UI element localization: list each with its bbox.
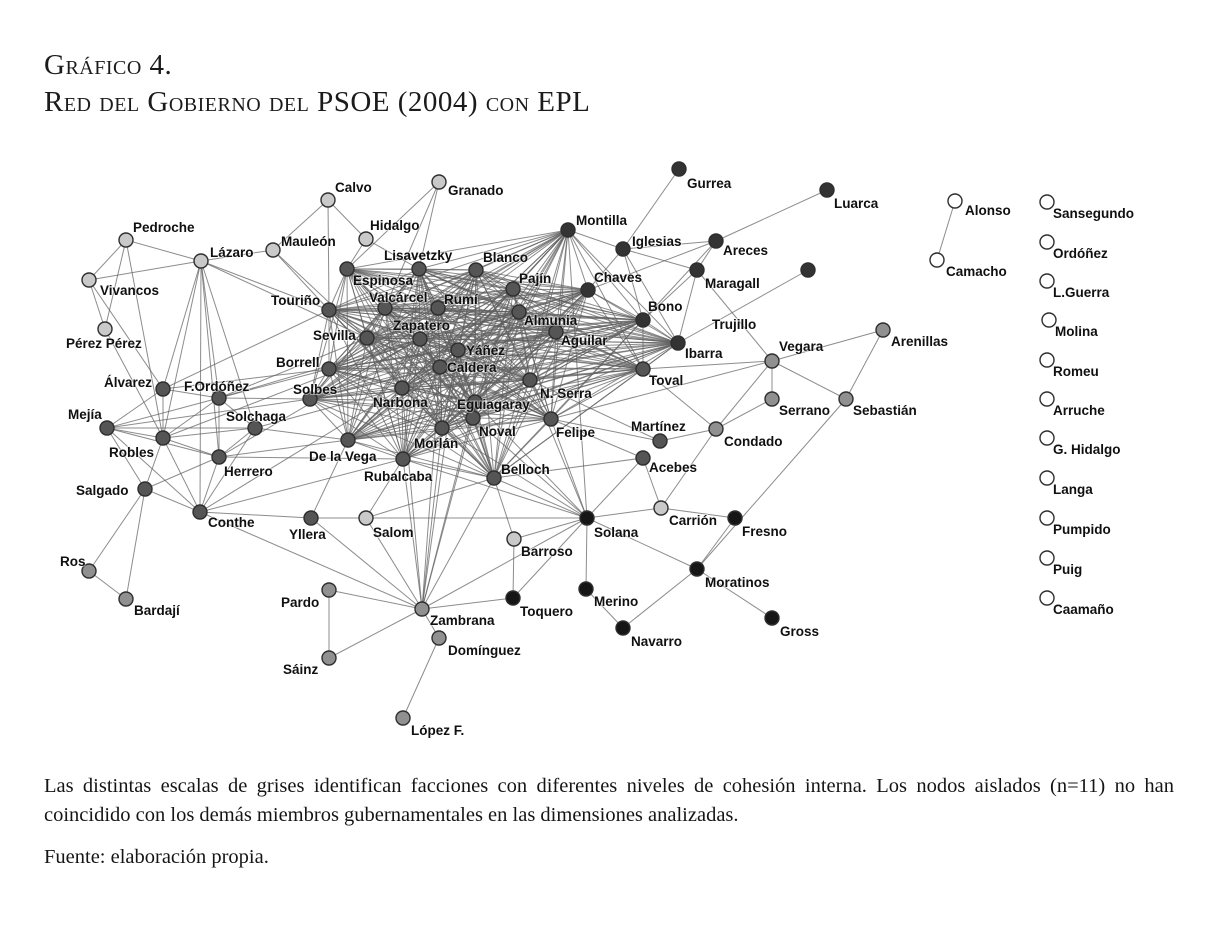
node-label-sainz: Sáinz <box>283 662 319 677</box>
node-espinosa <box>340 262 354 276</box>
edge-mejia-conthe <box>107 428 200 512</box>
edge-lazaro-alvarez <box>163 261 201 389</box>
node-label-pajin: Pajín <box>519 271 552 286</box>
node-label-gross: Gross <box>780 624 820 639</box>
edge-zambrana-toquero <box>422 598 513 609</box>
edge-solana-acebes <box>587 458 643 518</box>
node-label-rumi: Rumí <box>444 292 478 307</box>
edge-salom-rubalcaba <box>366 459 403 518</box>
edge-dominguez-lopezf <box>403 638 439 718</box>
node-label-gurrea: Gurrea <box>687 176 732 191</box>
node-pumpido <box>1040 511 1054 525</box>
node-label-narbona: Narbona <box>373 395 428 410</box>
node-ghidalgo <box>1040 431 1054 445</box>
node-alonso <box>948 194 962 208</box>
node-label-arruche: Arruche <box>1053 403 1105 418</box>
node-navarro <box>616 621 630 635</box>
node-label-almunia: Almunia <box>524 313 578 328</box>
figure-caption: Las distintas escalas de grises identifican facciones con diferentes niveles de cohesión interna. Los nodos aislados (n=11) no han coincidido con los demás miembros gubernamentales en las dimensiones analizadas. <box>44 775 1174 826</box>
node-maragall <box>690 263 704 277</box>
node-label-nserra: N. Serra <box>540 386 592 401</box>
node-sevilla <box>360 331 374 345</box>
node-label-mejia: Mejía <box>68 407 102 422</box>
node-noval <box>466 411 480 425</box>
node-label-vegara: Vegara <box>779 339 824 354</box>
node-merino <box>579 582 593 596</box>
edge-salgado-conthe <box>145 489 200 512</box>
node-delavega <box>341 433 355 447</box>
node-label-solana: Solana <box>594 525 639 540</box>
node-label-arenillas: Arenillas <box>891 334 949 349</box>
node-label-fresno: Fresno <box>742 524 788 539</box>
node-label-sevilla: Sevilla <box>313 328 356 343</box>
node-montilla <box>561 223 575 237</box>
node-label-areces: Areces <box>723 243 769 258</box>
node-label-ordonez: Ordóñez <box>1053 246 1108 261</box>
node-label-borrell: Borrell <box>276 355 320 370</box>
node-label-toquero: Toquero <box>520 604 573 619</box>
node-nserra <box>523 373 537 387</box>
node-chaves <box>581 283 595 297</box>
node-label-puig: Puig <box>1053 562 1083 577</box>
edge-solana-carrion <box>587 508 661 518</box>
node-label-pumpido: Pumpido <box>1053 522 1111 537</box>
edge-vegara-condado <box>716 361 772 429</box>
node-yanez <box>451 343 465 357</box>
node-label-solchaga: Solchaga <box>226 409 287 424</box>
node-label-lguerra: L.Guerra <box>1053 285 1110 300</box>
node-lazaro <box>194 254 208 268</box>
edge-mejia-robles <box>107 428 163 438</box>
node-molina <box>1042 313 1056 327</box>
edge-fordonez-solbes <box>219 398 310 399</box>
node-narbona <box>395 381 409 395</box>
node-label-luarca: Luarca <box>834 196 879 211</box>
node-sainz <box>322 651 336 665</box>
edge-lazaro-vivancos <box>89 261 201 280</box>
node-label-langa: Langa <box>1053 482 1093 497</box>
node-lisavetzky <box>412 262 426 276</box>
edge-lazaro-fordonez <box>201 261 219 398</box>
node-label-perezperez: Pérez Pérez <box>66 336 142 351</box>
edge-serrano-condado <box>716 399 772 429</box>
node-label-acebes: Acebes <box>649 460 698 475</box>
node-belloch <box>487 471 501 485</box>
node-label-barroso: Barroso <box>521 544 573 559</box>
figure-title <box>44 48 590 122</box>
node-label-dominguez: Domínguez <box>448 643 521 658</box>
node-label-herrero: Herrero <box>224 464 273 479</box>
node-rubalcaba <box>396 452 410 466</box>
node-label-ros: Ros <box>60 554 86 569</box>
node-label-morlan: Morlán <box>414 436 459 451</box>
node-acebes <box>636 451 650 465</box>
node-caldera <box>433 360 447 374</box>
node-langa <box>1040 471 1054 485</box>
node-label-yanez: Yáñez <box>466 343 506 358</box>
node-yllera <box>304 511 318 525</box>
node-gurrea <box>672 162 686 176</box>
node-label-caamano: Caamaño <box>1053 602 1114 617</box>
node-fresno <box>728 511 742 525</box>
edge-vegara-sebastian <box>772 361 846 399</box>
node-granado <box>432 175 446 189</box>
node-bardaji <box>119 592 133 606</box>
node-dominguez <box>432 631 446 645</box>
node-ibarra <box>671 336 685 350</box>
edge-pardo-zambrana <box>329 590 422 609</box>
node-label-merino: Merino <box>594 594 639 609</box>
node-vegara <box>765 354 779 368</box>
node-solana <box>580 511 594 525</box>
node-label-valcarcel: Valcárcel <box>369 290 428 305</box>
node-lguerra <box>1040 274 1054 288</box>
node-label-calvo: Calvo <box>335 180 372 195</box>
node-label-mauleon: Mauleón <box>281 234 336 249</box>
edge-pedroche-lazaro <box>126 240 201 261</box>
node-label-camacho: Camacho <box>946 264 1007 279</box>
node-label-martinez: Martínez <box>631 419 686 434</box>
node-felipe <box>544 412 558 426</box>
edge-solana-eguiagaray <box>475 402 587 518</box>
node-camacho <box>930 253 944 267</box>
node-label-bardaji: Bardají <box>134 603 180 618</box>
node-borrell <box>322 362 336 376</box>
node-label-pedroche: Pedroche <box>133 220 195 235</box>
node-serrano <box>765 392 779 406</box>
node-mejia <box>100 421 114 435</box>
edge-barroso-belloch <box>494 478 514 539</box>
node-label-noval: Noval <box>479 424 516 439</box>
node-label-granado: Granado <box>448 183 504 198</box>
node-conthe <box>193 505 207 519</box>
node-label-ghidalgo: G. Hidalgo <box>1053 442 1121 457</box>
node-ordonez <box>1040 235 1054 249</box>
node-label-salgado: Salgado <box>76 483 129 498</box>
node-label-felipe: Felipe <box>556 425 596 440</box>
node-label-blanco: Blanco <box>483 250 529 265</box>
node-label-toval: Toval <box>649 373 684 388</box>
node-mauleon <box>266 243 280 257</box>
edge-barroso-toquero <box>513 539 514 598</box>
node-arruche <box>1040 392 1054 406</box>
node-label-iglesias: Iglesias <box>632 234 682 249</box>
node-pardo <box>322 583 336 597</box>
node-label-condado: Condado <box>724 434 783 449</box>
node-robles <box>156 431 170 445</box>
figure-source: Fuente: elaboración propia. <box>44 846 269 868</box>
node-toquero <box>506 591 520 605</box>
node-lopezf <box>396 711 410 725</box>
node-label-hidalgo: Hidalgo <box>370 218 420 233</box>
node-label-belloch: Belloch <box>501 462 550 477</box>
node-label-molina: Molina <box>1055 324 1098 339</box>
edge-sainz-zambrana <box>329 609 422 658</box>
node-label-solbes: Solbes <box>293 382 338 397</box>
node-label-delavega: De la Vega <box>309 449 377 464</box>
node-label-sebastian: Sebastián <box>853 403 917 418</box>
node-gross <box>765 611 779 625</box>
node-label-lopezf: López F. <box>411 723 465 738</box>
node-toval <box>636 362 650 376</box>
node-pajin <box>506 282 520 296</box>
node-label-romeu: Romeu <box>1053 364 1099 379</box>
node-sansegundo <box>1040 195 1054 209</box>
edge-salgado-ros <box>89 489 145 571</box>
node-label-navarro: Navarro <box>631 634 683 649</box>
node-label-maragall: Maragall <box>705 276 760 291</box>
edge-salgado-bardaji <box>126 489 145 599</box>
node-label-lazaro: Lázaro <box>210 245 254 260</box>
node-label-trujillo: Trujillo <box>712 317 757 332</box>
figure-name: Red del Gobierno del PSOE (2004) con EPL <box>44 86 591 118</box>
node-romeu <box>1040 353 1054 367</box>
node-alvarez <box>156 382 170 396</box>
node-label-aguilar: Aguilar <box>561 333 608 348</box>
node-bono <box>636 313 650 327</box>
node-tourino <box>322 303 336 317</box>
node-areces <box>709 234 723 248</box>
node-label-rubalcaba: Rubalcaba <box>364 469 433 484</box>
node-label-lisavetzky: Lisavetzky <box>384 248 453 263</box>
edge-luarca-areces <box>716 190 827 241</box>
node-label-robles: Robles <box>109 445 155 460</box>
edge-arenillas-sebastian <box>846 330 883 399</box>
node-caamano <box>1040 591 1054 605</box>
node-salgado <box>138 482 152 496</box>
node-calvo <box>321 193 335 207</box>
node-moratinos <box>690 562 704 576</box>
node-pedroche <box>119 233 133 247</box>
node-label-pardo: Pardo <box>281 595 320 610</box>
node-label-fordonez: F.Ordóñez <box>184 379 250 394</box>
edge-pedroche-vivancos <box>89 240 126 280</box>
node-label-carrion: Carrión <box>669 513 718 528</box>
node-salom <box>359 511 373 525</box>
node-perezperez <box>98 322 112 336</box>
node-label-zambrana: Zambrana <box>430 613 495 628</box>
node-trujillo <box>801 263 815 277</box>
node-label-conthe: Conthe <box>208 515 255 530</box>
node-label-moratinos: Moratinos <box>705 575 770 590</box>
node-blanco <box>469 263 483 277</box>
node-zapatero <box>413 332 427 346</box>
node-iglesias <box>616 242 630 256</box>
node-carrion <box>654 501 668 515</box>
node-label-sansegundo: Sansegundo <box>1053 206 1135 221</box>
node-label-salom: Salom <box>373 525 414 540</box>
node-rumi <box>431 301 445 315</box>
edge-merino-solana <box>586 518 587 589</box>
node-puig <box>1040 551 1054 565</box>
node-herrero <box>212 450 226 464</box>
node-arenillas <box>876 323 890 337</box>
node-label-tourino: Touriño <box>271 293 321 308</box>
node-label-ibarra: Ibarra <box>685 346 723 361</box>
node-label-montilla: Montilla <box>576 213 627 228</box>
node-vivancos <box>82 273 96 287</box>
node-label-eguiagaray: Eguiagaray <box>457 397 530 412</box>
node-label-espinosa: Espinosa <box>353 273 414 288</box>
edge-conthe-herrero <box>200 457 219 512</box>
node-barroso <box>507 532 521 546</box>
node-sebastian <box>839 392 853 406</box>
node-martinez <box>653 434 667 448</box>
figure-number: Gráfico 4. <box>44 49 173 81</box>
node-label-alonso: Alonso <box>965 203 1011 218</box>
edge-robles-fordonez <box>163 398 219 438</box>
node-condado <box>709 422 723 436</box>
node-hidalgo <box>359 232 373 246</box>
edge-calvo-tourino <box>328 200 329 310</box>
node-label-yllera: Yllera <box>289 527 326 542</box>
node-morlan <box>435 421 449 435</box>
edge-alonso-camacho <box>937 201 955 260</box>
edge-iglesias-ibarra <box>623 249 678 343</box>
node-zambrana <box>415 602 429 616</box>
edge-barroso-solana <box>514 518 587 539</box>
node-label-chaves: Chaves <box>594 270 643 285</box>
node-luarca <box>820 183 834 197</box>
node-label-serrano: Serrano <box>779 403 831 418</box>
edge-vegara-toval <box>643 361 772 369</box>
node-label-vivancos: Vivancos <box>100 283 160 298</box>
node-label-zapatero: Zapatero <box>393 318 451 333</box>
node-label-alvarez: Álvarez <box>104 375 153 390</box>
node-label-caldera: Caldera <box>447 360 497 375</box>
node-label-bono: Bono <box>648 299 683 314</box>
